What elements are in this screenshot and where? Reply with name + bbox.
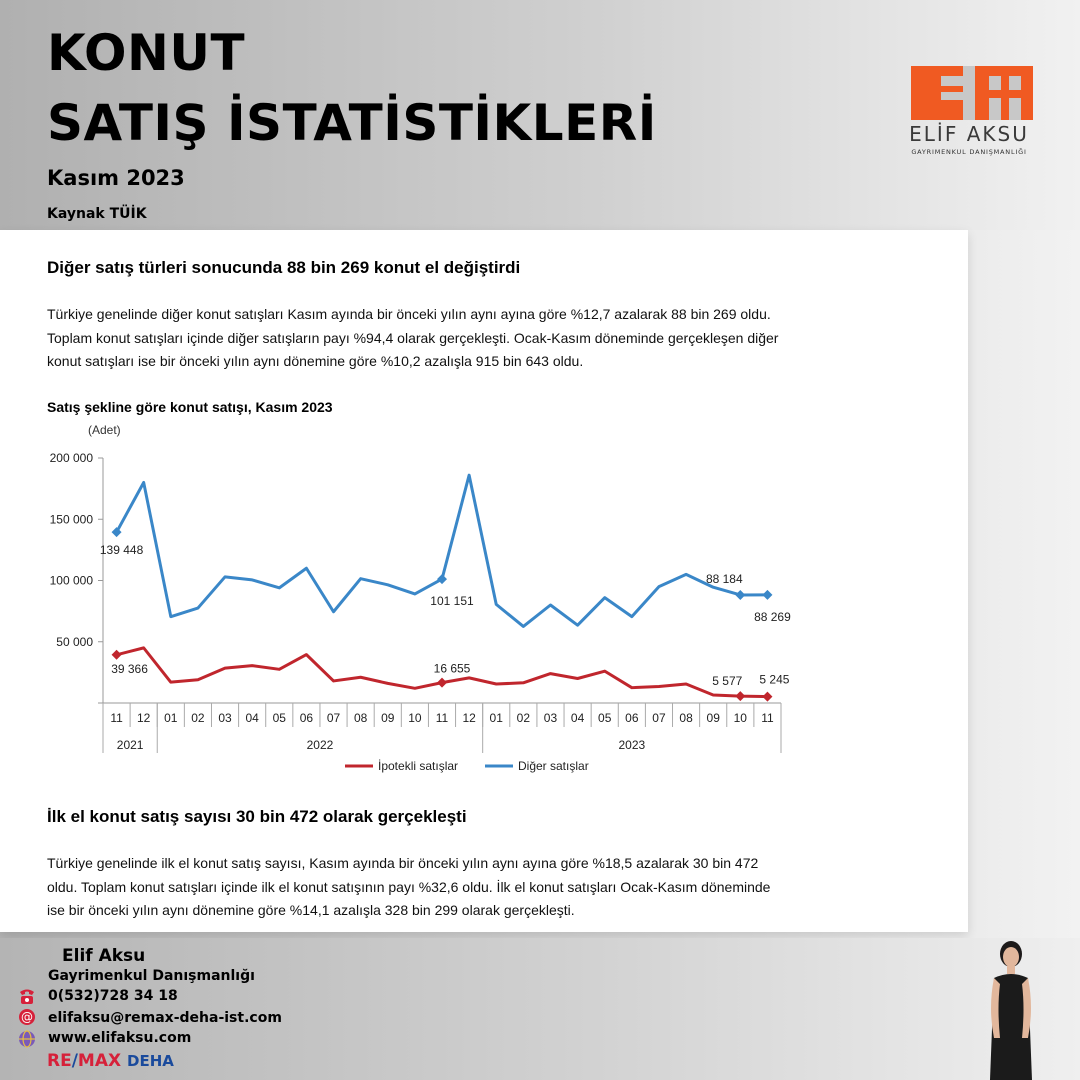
section2-line: ise bir önceki yılın aynı dönemine göre %14,1 azalışla 328 bin 299 olarak gerçekleşti. <box>47 902 575 918</box>
svg-text:@: @ <box>21 1010 33 1024</box>
email-icon <box>16 1007 38 1027</box>
x-tick-label: 06 <box>625 711 639 725</box>
remax-part: RE <box>47 1051 72 1071</box>
source-label: Kaynak TÜİK <box>47 206 147 222</box>
globe-icon <box>16 1029 38 1049</box>
x-tick-label: 12 <box>137 711 151 725</box>
x-tick-label: 07 <box>652 711 666 725</box>
x-tick-label: 04 <box>245 711 259 725</box>
x-tick-label: 03 <box>218 711 232 725</box>
x-tick-label: 11 <box>761 711 774 725</box>
agent-name: Elif Aksu <box>62 946 146 966</box>
x-tick-label: 10 <box>733 711 747 725</box>
section1-line: konut satışları ise bir önceki yılın aynı dönemine göre %10,2 azalışla 915 bin 643 oldu. <box>47 353 584 369</box>
data-label: 5 577 <box>712 674 743 689</box>
x-tick-label: 12 <box>462 711 476 725</box>
x-tick-label: 09 <box>706 711 720 725</box>
x-tick-label: 11 <box>435 711 449 725</box>
legend-label: İpotekli satışlar <box>378 759 459 773</box>
legend-label: Diğer satışlar <box>518 759 589 773</box>
data-point <box>735 691 745 701</box>
title-line-1: KONUT <box>47 24 246 82</box>
page-title <box>47 18 657 158</box>
x-tick-label: 08 <box>353 711 368 725</box>
data-label: 88 269 <box>754 609 791 624</box>
section1-line: Türkiye genelinde diğer konut satışları Kasım ayında bir önceki yılın aynı ayına göre %12,7 azalarak 88 bin 269 oldu. <box>47 306 771 322</box>
data-label: 101 151 <box>430 594 474 609</box>
section2-paragraph <box>47 852 892 923</box>
year-label: 2021 <box>116 738 144 752</box>
y-tick-label: 200 000 <box>49 451 93 465</box>
x-tick-label: 11 <box>110 711 123 725</box>
agent-portrait-icon <box>970 938 1050 1080</box>
remax-office: DEHA <box>127 1052 174 1070</box>
section1-line: Toplam konut satışları içinde diğer satışların payı %94,4 olarak gerçekleşti. Ocak-Kasım döneminde gerçekleşen diğer <box>47 329 779 346</box>
y-tick-label: 50 000 <box>56 634 93 649</box>
agent-website[interactable]: www.elifaksu.com <box>48 1030 192 1046</box>
remax-part: / <box>71 1051 78 1071</box>
x-tick-label: 02 <box>516 711 531 725</box>
x-tick-label: 02 <box>191 711 205 725</box>
data-label: 16 655 <box>433 661 471 676</box>
x-tick-label: 03 <box>543 711 558 725</box>
data-point <box>762 692 772 702</box>
agent-email[interactable]: elifaksu@remax-deha-ist.com <box>48 1010 282 1026</box>
data-label: 39 366 <box>111 661 148 676</box>
section2-line: Türkiye genelinde ilk el konut satış sayısı, Kasım ayında bir önceki yılın aynı ayına göre %18,5 azalarak 30 bin 472 <box>47 855 759 871</box>
y-axis-label: (Adet) <box>88 423 121 437</box>
title-line-2: SATIŞ İSTATİSTİKLERİ <box>47 94 657 152</box>
x-tick-label: 05 <box>272 711 286 725</box>
year-label: 2023 <box>618 738 646 752</box>
x-tick-label: 01 <box>489 711 503 725</box>
data-label: 139 448 <box>99 543 144 558</box>
remax-brand <box>47 1051 174 1071</box>
page-subtitle: Kasım 2023 <box>47 166 185 190</box>
x-tick-label: 10 <box>408 711 422 725</box>
data-point <box>437 678 447 688</box>
data-label: 5 245 <box>759 672 790 687</box>
logo-tagline: GAYRIMENKUL DANIŞMANLIĞI <box>911 148 1027 156</box>
x-tick-label: 01 <box>164 711 178 725</box>
y-tick-label: 100 000 <box>49 573 93 588</box>
brand-logo-icon <box>905 62 1040 162</box>
x-tick-label: 05 <box>598 711 612 725</box>
x-tick-label: 08 <box>679 711 693 725</box>
data-point <box>112 650 122 660</box>
section1-paragraph <box>47 303 892 374</box>
x-tick-label: 09 <box>381 711 395 725</box>
agent-phone[interactable]: 0(532)728 34 18 <box>48 988 178 1004</box>
remax-part: MAX <box>77 1051 122 1071</box>
chart-title: Satış şekline göre konut satışı, Kasım 2023 <box>47 399 333 415</box>
year-label: 2022 <box>306 738 334 752</box>
data-point <box>735 590 745 600</box>
x-tick-label: 07 <box>326 711 341 725</box>
x-tick-label: 04 <box>570 711 585 725</box>
data-point <box>762 590 772 600</box>
section2-heading: İlk el konut satış sayısı 30 bin 472 olarak gerçekleşti <box>47 807 467 826</box>
section1-heading: Diğer satış türleri sonucunda 88 bin 269 konut el değiştirdi <box>47 258 521 277</box>
logo-name: ELİF AKSU <box>909 122 1029 146</box>
line-chart <box>0 420 968 790</box>
x-tick-label: 06 <box>299 711 314 725</box>
agent-company: Gayrimenkul Danışmanlığı <box>48 968 255 984</box>
y-tick-label: 150 000 <box>49 512 93 527</box>
data-label: 88 184 <box>705 571 743 586</box>
section2-line: oldu. Toplam konut satışları içinde ilk el konut satışının payı %32,6 oldu. İlk el konut satışları Ocak-Kasım döneminde <box>47 878 771 895</box>
phone-icon <box>16 986 38 1006</box>
